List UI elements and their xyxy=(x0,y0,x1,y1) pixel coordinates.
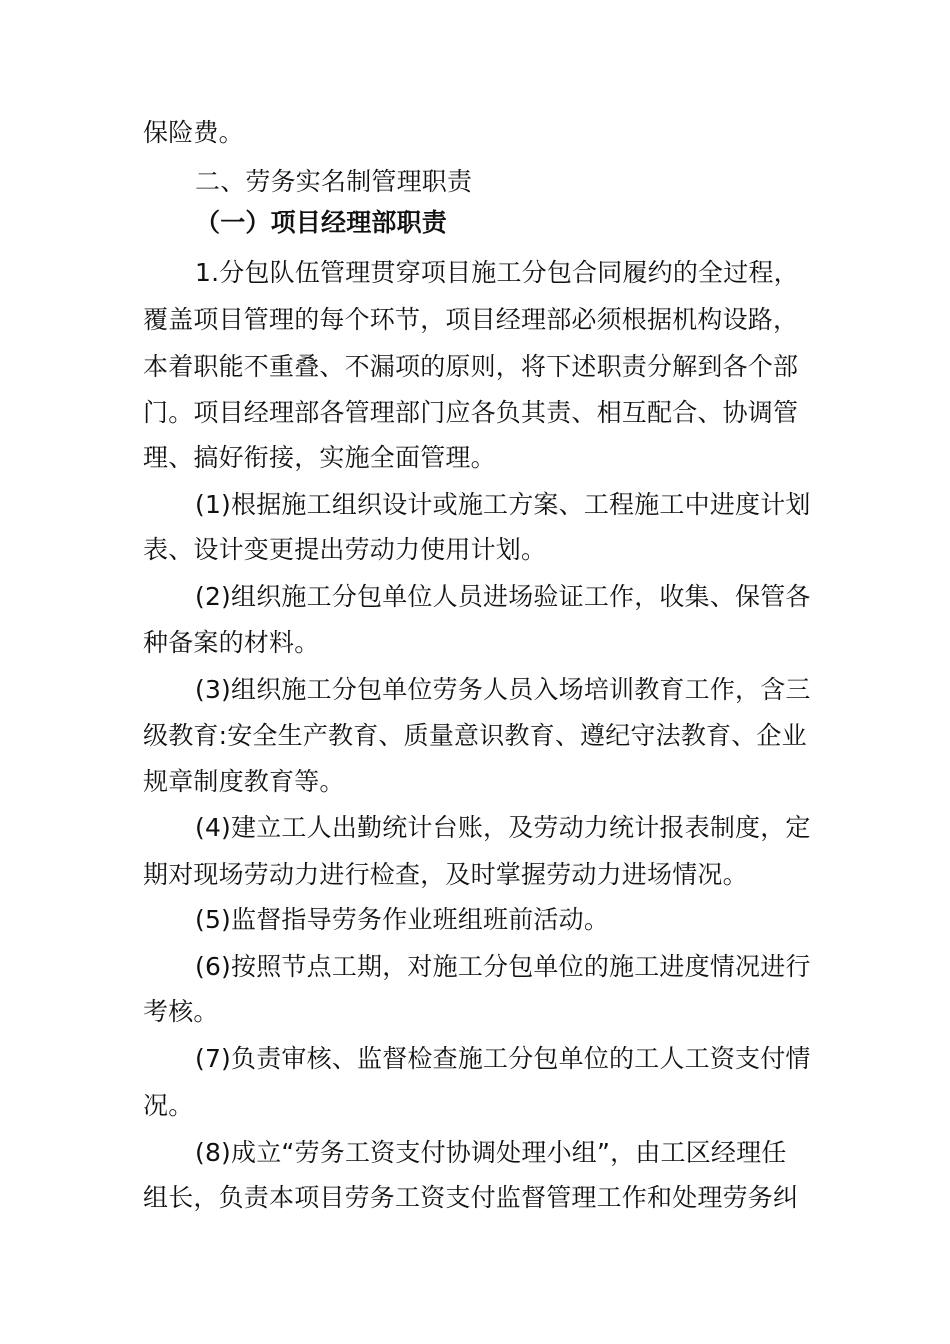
section-heading: 二、劳务实名制管理职责 xyxy=(195,167,473,196)
text-line: (6)按照节点工期，对施工分包单位的施工进度情况进行 xyxy=(195,952,811,981)
text-line: (5)监督指导劳务作业班组班前活动。 xyxy=(195,905,610,934)
text-line: 表、设计变更提出劳动力使用计划。 xyxy=(143,535,547,564)
text-line: 覆盖项目管理的每个环节，项目经理部必须根据机构设路， xyxy=(143,305,799,334)
text-line: (7)负责审核、监督检查施工分包单位的工人工资支付情 xyxy=(195,1044,811,1073)
text-line: (2)组织施工分包单位人员进场验证工作，收集、保管各 xyxy=(195,582,811,611)
text-line: 考核。 xyxy=(143,997,219,1026)
text-line: 组长，负责本项目劳务工资支付监督管理工作和处理劳务纠 xyxy=(143,1183,799,1212)
text-line: (8)成立“劳务工资支付协调处理小组”，由工区经理任 xyxy=(195,1138,787,1167)
text-line: 规章制度教育等。 xyxy=(143,767,345,796)
text-line: 门。项目经理部各管理部门应各负其责、相互配合、协调管 xyxy=(143,398,799,427)
text-line: 期对现场劳动力进行检查，及时掌握劳动力进场情况。 xyxy=(143,860,748,889)
text-line: 种备案的材料。 xyxy=(143,628,320,657)
text-line: (3)组织施工分包单位劳务人员入场培训教育工作，含三 xyxy=(195,675,811,704)
subsection-heading: （一）项目经理部职责 xyxy=(195,208,448,237)
text-line: 保险费。 xyxy=(143,118,244,147)
text-line: 理、搞好衔接，实施全面管理。 xyxy=(143,443,496,472)
text-line: 1.分包队伍管理贯穿项目施工分包合同履约的全过程， xyxy=(195,258,799,287)
text-line: 况。 xyxy=(143,1091,194,1120)
text-line: (1)根据施工组织设计或施工方案、工程施工中进度计划 xyxy=(195,490,811,519)
text-line: 级教育:安全生产教育、质量意识教育、遵纪守法教育、企业 xyxy=(143,721,807,750)
text-line: (4)建立工人出勤统计台账，及劳动力统计报表制度，定 xyxy=(195,813,811,842)
text-line: 本着职能不重叠、不漏项的原则，将下述职责分解到各个部 xyxy=(143,352,799,381)
